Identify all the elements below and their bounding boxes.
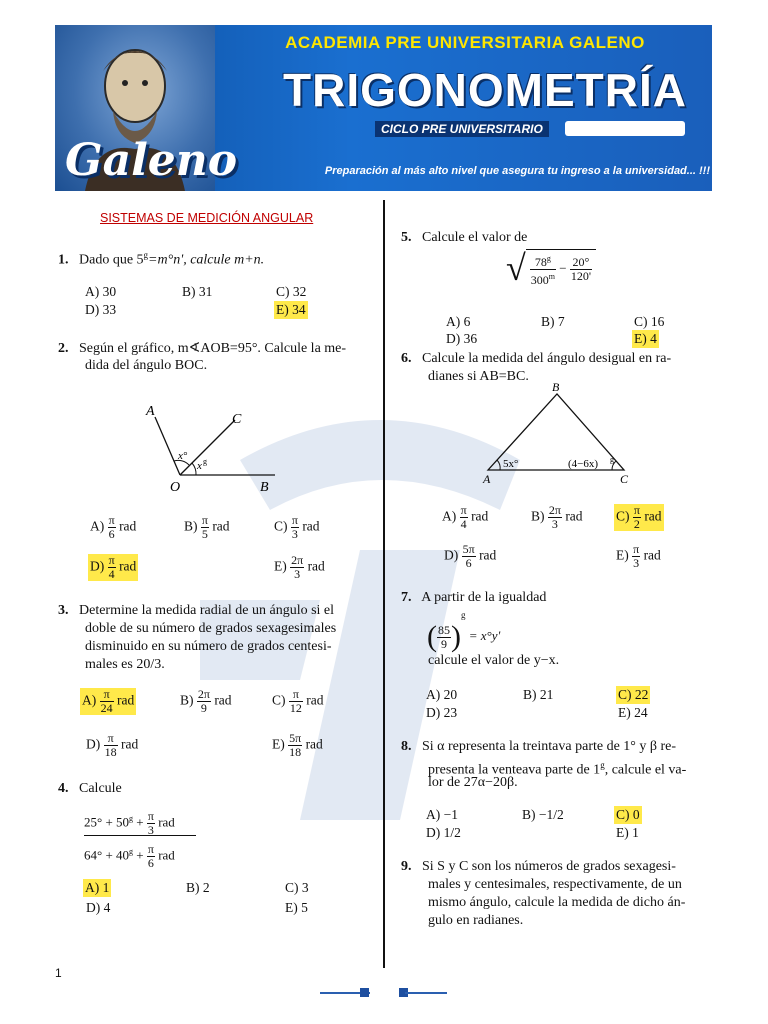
page-number: 1 xyxy=(55,966,62,980)
q2-option-b[interactable]: B) $\frac{\pi}{5}$ rad xyxy=(184,513,230,541)
column-divider xyxy=(383,200,385,968)
angle-g-sup: g xyxy=(610,455,614,464)
footer-square-left xyxy=(360,988,369,997)
header-banner xyxy=(55,25,712,191)
q1-option-c[interactable]: C) 32 xyxy=(276,284,307,299)
q4-option-e[interactable]: E) 5 xyxy=(285,900,308,915)
question-9-line2: males y centesimales, respectivamente, de un xyxy=(428,877,682,892)
question-7-line2: calcule el valor de y−x. xyxy=(428,653,560,668)
angle-x-deg: x° xyxy=(178,450,188,462)
question-1: 1. Dado que $5^g=m^\circ n'$, calcule m+n. xyxy=(58,250,265,268)
question-6: 6. Calcule la medida del ángulo desigual en ra- xyxy=(401,351,672,366)
subject-title: TRIGONOMETRÍA xyxy=(283,64,687,116)
question-8: 8. Si α representa la treintava parte de 1° y β re- xyxy=(401,739,677,754)
root-radicand: $\frac{78^g}{300^m}$ − $\frac{20^\circ}{120'}$ xyxy=(526,249,596,287)
angle-g-sup: g xyxy=(203,457,207,466)
q3-option-b[interactable]: B) $\frac{2\pi}{9}$ rad xyxy=(180,687,232,715)
q6-option-d[interactable]: D) $\frac{5\pi}{6}$ rad xyxy=(444,542,497,570)
question-7: 7. A partir de la igualdad xyxy=(401,590,547,605)
question-8-line3: lor de 27α−20β. xyxy=(428,775,518,790)
question-8-line2: presenta la venteava parte de 1$^g$, calcule el va- xyxy=(428,760,687,778)
question-9: 9. Si S y C son los números de grados sexagesi- xyxy=(401,859,676,874)
q4-option-a[interactable]: A) 1 xyxy=(85,880,110,895)
q8-option-b[interactable]: B) −1/2 xyxy=(522,807,564,822)
slogan: Preparación al más alto nivel que asegura tu ingreso a la universidad... !!! xyxy=(324,165,710,177)
q4-option-c[interactable]: C) 3 xyxy=(285,880,309,895)
vertex-a: A xyxy=(483,472,491,486)
question-5: 5. Calcule el valor de xyxy=(401,230,528,245)
question-3-line4: males es 20/3. xyxy=(85,657,165,672)
question-2: 2. Según el gráfico, m∢AOB=95°. Calcule la me- xyxy=(58,341,347,356)
q3-option-a[interactable]: A) $\frac{\pi}{24}$ rad xyxy=(82,687,135,715)
q4-denominator: $64^\circ + 40^g$ + $\frac{\pi}{6}$ rad xyxy=(84,841,175,870)
label-b: B xyxy=(260,480,269,495)
question-3-line3: disminuido en su número de grados centesi- xyxy=(85,639,332,654)
question-3: 3. Determine la medida radial de un ángulo si el xyxy=(58,603,335,618)
q7-option-a[interactable]: A) 20 xyxy=(426,687,458,702)
q5-option-a[interactable]: A) 6 xyxy=(446,314,471,329)
q2-option-e[interactable]: E) $\frac{2\pi}{3}$ rad xyxy=(274,553,325,581)
q3-option-d[interactable]: D) $\frac{\pi}{18}$ rad xyxy=(86,731,139,759)
angle-4-6x: (4−6x) xyxy=(568,458,599,470)
q2-option-c[interactable]: C) $\frac{\pi}{3}$ rad xyxy=(274,513,320,541)
question-6-line2: dianes si AB=BC. xyxy=(428,369,529,384)
question-9-line4: gulo en radianes. xyxy=(428,913,524,928)
q8-option-a[interactable]: A) −1 xyxy=(426,807,458,822)
q7-option-e[interactable]: E) 24 xyxy=(618,705,648,720)
q4-option-d[interactable]: D) 4 xyxy=(86,900,111,915)
cycle-label: CICLO PRE UNIVERSITARIO xyxy=(375,121,549,137)
q1-option-e[interactable]: E) 34 xyxy=(276,302,306,317)
q7-option-d[interactable]: D) 23 xyxy=(426,705,458,720)
brand-logo: Galeno xyxy=(65,135,238,186)
q2-option-d[interactable]: D) $\frac{\pi}{4}$ rad xyxy=(90,553,137,581)
q6-option-e[interactable]: E) $\frac{\pi}{3}$ rad xyxy=(616,542,661,570)
q4-option-b[interactable]: B) 2 xyxy=(186,880,210,895)
question-2-line2: dida del ángulo BOC. xyxy=(85,358,208,373)
q4-fraction-bar xyxy=(84,835,196,836)
q8-option-e[interactable]: E) 1 xyxy=(616,825,639,840)
q1-option-a[interactable]: A) 30 xyxy=(85,284,117,299)
label-a: A xyxy=(146,404,155,419)
triangle-diagram xyxy=(478,380,638,488)
label-c: C xyxy=(232,412,242,427)
q8-option-d[interactable]: D) 1/2 xyxy=(426,825,461,840)
q4-numerator: $25^\circ + 50^g$ + $\frac{\pi}{3}$ rad xyxy=(84,808,175,837)
question-9-line3: mismo ángulo, calcule la medida de dicho án- xyxy=(428,895,686,910)
q3-option-c[interactable]: C) $\frac{\pi}{12}$ rad xyxy=(272,687,324,715)
q7-equation: ( $\frac{85}{9}$ )$^g$ = x°y' xyxy=(427,610,501,654)
sqrt-symbol: √ xyxy=(506,248,526,288)
angle-5x: 5x° xyxy=(503,458,519,470)
q1-option-b[interactable]: B) 31 xyxy=(182,284,213,299)
q2-option-a[interactable]: A) $\frac{\pi}{6}$ rad xyxy=(90,513,137,541)
q5-root-expression xyxy=(506,248,596,288)
section-title: SISTEMAS DE MEDICIÓN ANGULAR xyxy=(100,211,314,225)
question-4: 4. Calcule xyxy=(58,781,122,796)
footer-line-right xyxy=(405,992,447,994)
angle-diagram xyxy=(140,395,290,500)
q5-option-c[interactable]: C) 16 xyxy=(634,314,665,329)
angle-x-grad: x xyxy=(197,460,202,472)
vertex-b: B xyxy=(552,380,560,394)
academy-name: ACADEMIA PRE UNIVERSITARIA GALENO xyxy=(285,33,645,52)
question-3-line2: doble de su número de grados sexagesimales xyxy=(85,621,337,636)
q7-option-b[interactable]: B) 21 xyxy=(523,687,554,702)
q4-expression xyxy=(84,804,196,870)
q6-option-c[interactable]: C) $\frac{\pi}{2}$ rad xyxy=(616,503,662,531)
q7-option-c[interactable]: C) 22 xyxy=(618,687,649,702)
right-paren: ) xyxy=(451,620,461,654)
q5-option-d[interactable]: D) 36 xyxy=(446,331,478,346)
q8-option-c[interactable]: C) 0 xyxy=(616,807,640,822)
q3-option-e[interactable]: E) $\frac{5\pi}{18}$ rad xyxy=(272,731,323,759)
cycle-blank-box xyxy=(565,121,685,136)
vertex-c: C xyxy=(620,472,629,486)
left-paren: ( xyxy=(427,620,437,654)
q5-option-e[interactable]: E) 4 xyxy=(634,331,657,346)
q6-option-a[interactable]: A) $\frac{\pi}{4}$ rad xyxy=(442,503,489,531)
q1-option-d[interactable]: D) 33 xyxy=(85,302,117,317)
q5-option-b[interactable]: B) 7 xyxy=(541,314,565,329)
q6-option-b[interactable]: B) $\frac{2\pi}{3}$ rad xyxy=(531,503,583,531)
label-o: O xyxy=(170,480,181,495)
